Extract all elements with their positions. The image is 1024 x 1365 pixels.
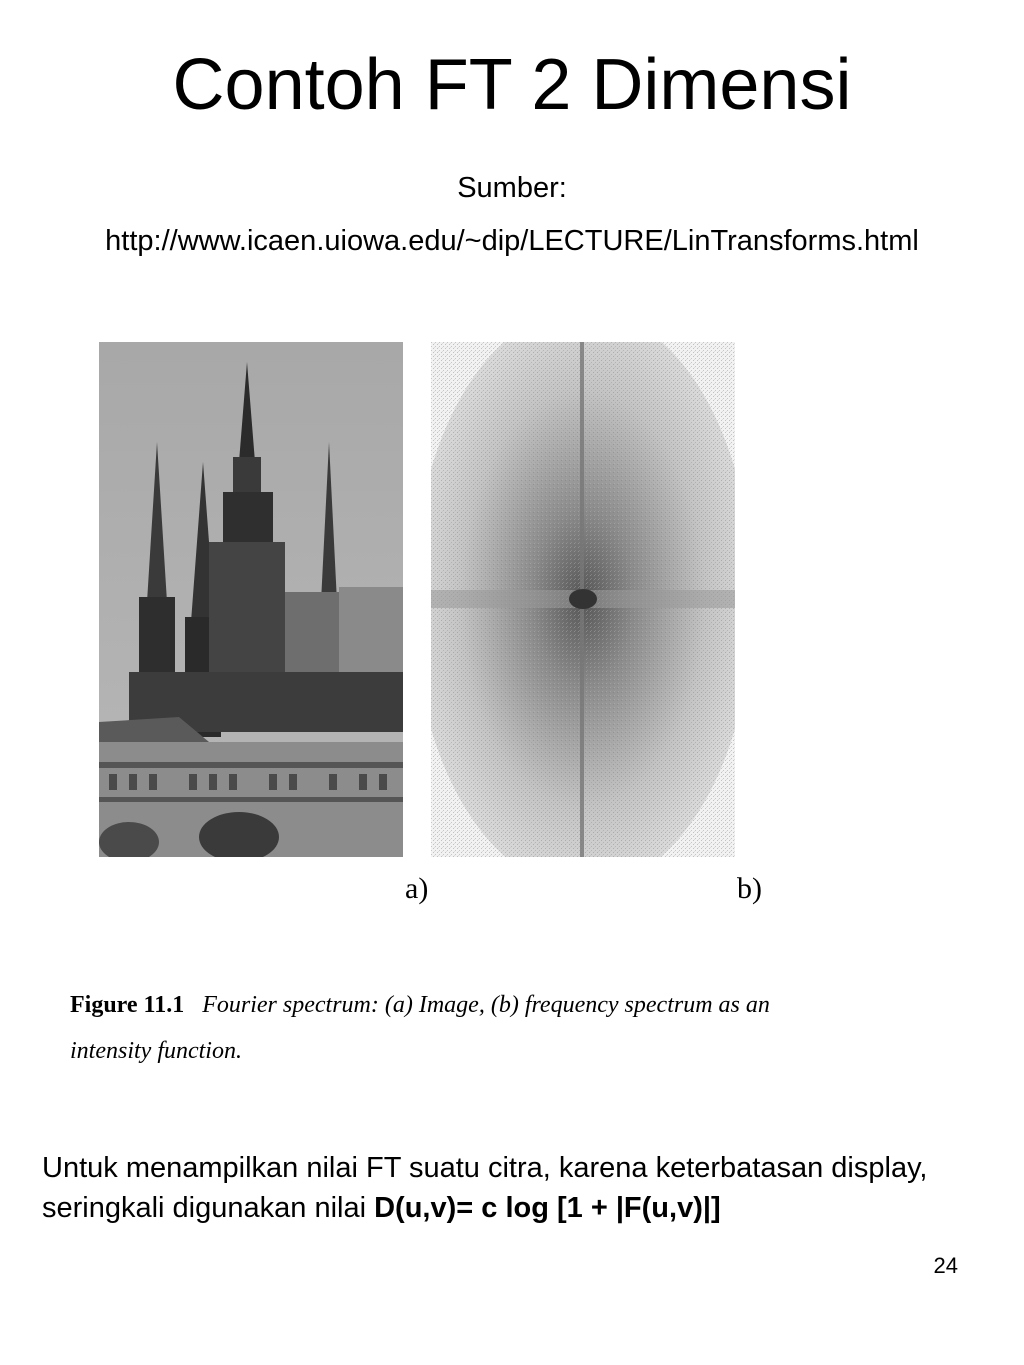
figure-caption (70, 982, 810, 1074)
slide-title: Contoh FT 2 Dimensi (172, 45, 852, 125)
body-sentence: Untuk menampilkan nilai FT suatu citra, karena keterbatasan display, seringkali digunakan nilai (42, 1152, 928, 1224)
body-text (42, 1148, 972, 1228)
castle-image (99, 342, 403, 857)
page-number: 24 (933, 1253, 958, 1278)
figure-caption-text: Fourier spectrum: (a) Image, (b) frequency spectrum as an intensity function. (70, 992, 770, 1064)
figure-number: Figure 11.1 (70, 992, 185, 1018)
source-label: Sumber: (457, 172, 567, 204)
formula: D(u,v)= c log [1 + |F(u,v)|] (374, 1192, 721, 1224)
frequency-spectrum-image (431, 342, 735, 857)
label-a: a) (405, 872, 429, 905)
source-url: http://www.icaen.uiowa.edu/~dip/LECTURE/LinTransforms.html (105, 225, 919, 257)
label-b: b) (737, 872, 762, 905)
